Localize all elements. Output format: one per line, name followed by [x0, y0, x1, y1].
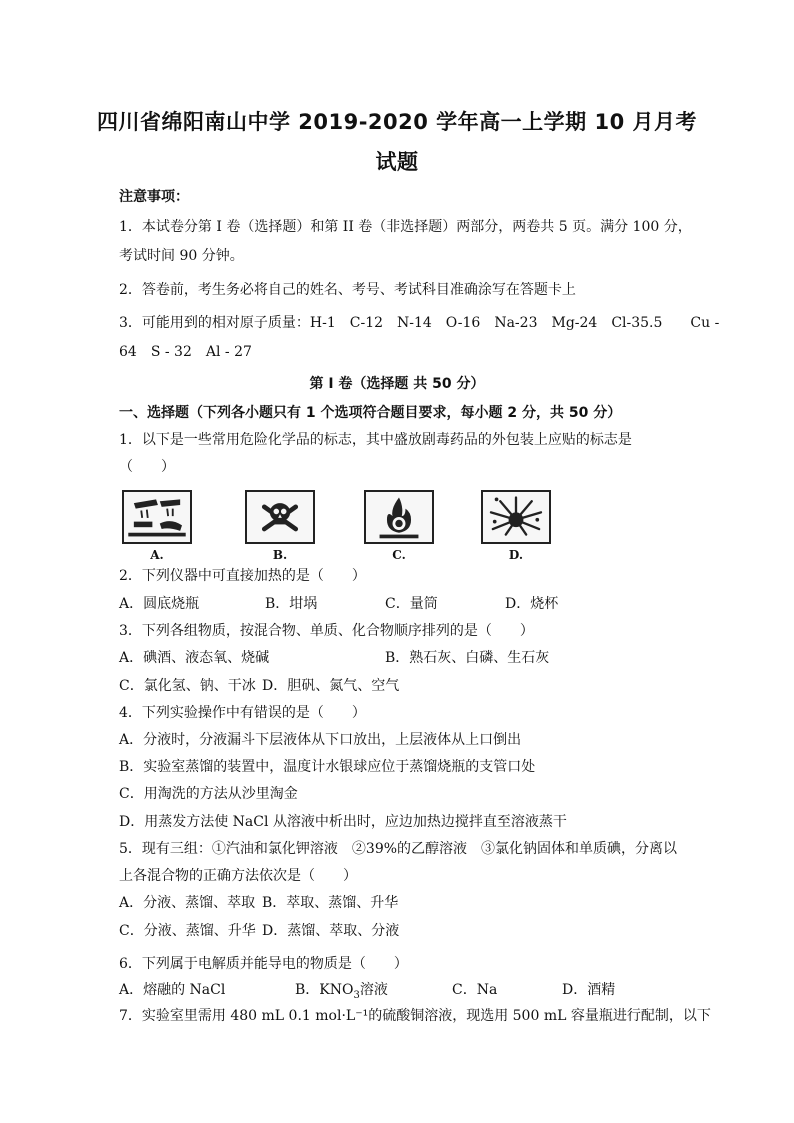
- notice-item-3-cont: 64 S - 32 Al - 27: [119, 344, 252, 360]
- notice-item-3: 3．可能用到的相对原子质量：H-1 C-12 N-14 O-16 Na-23 Mg-24 Cl-35.5 Cu -: [119, 315, 720, 331]
- part-heading: 一、选择题（下列各小题只有 1 个选项符合题目要求，每小题 2 分，共 50 分）: [119, 405, 622, 421]
- question-6-option-a: A．熔融的 NaCl: [119, 982, 226, 998]
- corrosive-icon: [122, 490, 192, 544]
- question-3-option-d: D．胆矾、氮气、空气: [262, 678, 400, 694]
- question-3-option-b: B．熟石灰、白磷、生石灰: [385, 650, 550, 666]
- question-4-option-a: A．分液时，分液漏斗下层液体从下口放出，上层液体从上口倒出: [119, 732, 522, 748]
- notice-heading: 注意事项：: [119, 189, 189, 205]
- question-2-stem: 2．下列仪器中可直接加热的是（ ）: [119, 568, 366, 584]
- option-1b-label: B.: [272, 548, 288, 562]
- question-1-blank: （ ）: [119, 459, 175, 475]
- question-3-stem: 3．下列各组物质，按混合物、单质、化合物顺序排列的是（ ）: [119, 623, 534, 639]
- question-6-option-b: [295, 981, 388, 1005]
- question-6-option-b-text: B．KNO: [295, 982, 354, 998]
- question-2-option-b: B．坩埚: [265, 596, 318, 612]
- question-4-option-d: D．用蒸发方法使 NaCl 从溶液中析出时，应边加热边搅拌直至溶液蒸干: [119, 814, 567, 830]
- question-5-stem-cont: 上各混合物的正确方法依次是（ ）: [119, 868, 357, 884]
- question-4-stem: 4．下列实验操作中有错误的是（ ）: [119, 705, 366, 721]
- skull-crossbones-icon: [245, 490, 315, 544]
- flammable-icon: [364, 490, 434, 544]
- question-3-option-c: C．氯化氢、钠、干冰: [119, 678, 256, 694]
- question-6-option-b-subscript: 3: [353, 989, 360, 1001]
- question-5-option-a: A．分液、蒸馏、萃取: [119, 895, 256, 911]
- question-6-option-b-suffix: 溶液: [359, 982, 388, 998]
- question-2-option-a: A．圆底烧瓶: [119, 596, 200, 612]
- section-heading: 第 I 卷（选择题 共 50 分）: [309, 376, 485, 392]
- question-6-option-c: C．Na: [452, 982, 498, 998]
- question-2-option-d: D．烧杯: [505, 596, 559, 612]
- notice-item-1-cont: 考试时间 90 分钟。: [119, 248, 244, 264]
- question-5-option-c: C．分液、蒸馏、升华: [119, 923, 256, 939]
- question-5-stem: 5．现有三组：①汽油和氯化钾溶液 ②39%的乙醇溶液 ③氯化钠固体和单质碘，分离以: [119, 841, 678, 857]
- question-4-option-c: C．用淘洗的方法从沙里淘金: [119, 786, 298, 802]
- question-3-option-a: A．碘酒、液态氧、烧碱: [119, 650, 270, 666]
- notice-item-1: 1．本试卷分第 I 卷（选择题）和第 II 卷（非选择题）两部分，两卷共 5 页。满分 100 分，: [119, 219, 692, 235]
- option-1d-label: D.: [508, 548, 524, 562]
- notice-item-2: 2．答卷前，考生务必将自己的姓名、考号、考试科目准确涂写在答题卡上: [119, 282, 576, 298]
- option-1c-label: C.: [392, 548, 406, 562]
- question-7-stem: 7．实验室里需用 480 mL 0.1 mol·L⁻¹的硫酸铜溶液，现选用 500 mL 容量瓶进行配制，以下: [119, 1008, 711, 1024]
- question-6-option-d: D．酒精: [562, 982, 616, 998]
- explosive-icon: [481, 490, 551, 544]
- question-2-option-c: C．量筒: [385, 596, 438, 612]
- exam-title-line1: 四川省绵阳南山中学 2019-2020 学年高一上学期 10 月月考: [96, 110, 698, 134]
- question-1-stem: 1．以下是一些常用危险化学品的标志，其中盛放剧毒药品的外包装上应贴的标志是: [119, 432, 632, 448]
- option-1a-label: A.: [150, 548, 164, 562]
- question-4-option-b: B．实验室蒸馏的装置中，温度计水银球应位于蒸馏烧瓶的支管口处: [119, 759, 536, 775]
- exam-title-line2: 试题: [375, 150, 419, 174]
- question-6-stem: 6．下列属于电解质并能导电的物质是（ ）: [119, 956, 408, 972]
- question-5-option-d: D．蒸馏、萃取、分液: [262, 923, 400, 939]
- question-5-option-b: B．萃取、蒸馏、升华: [262, 895, 399, 911]
